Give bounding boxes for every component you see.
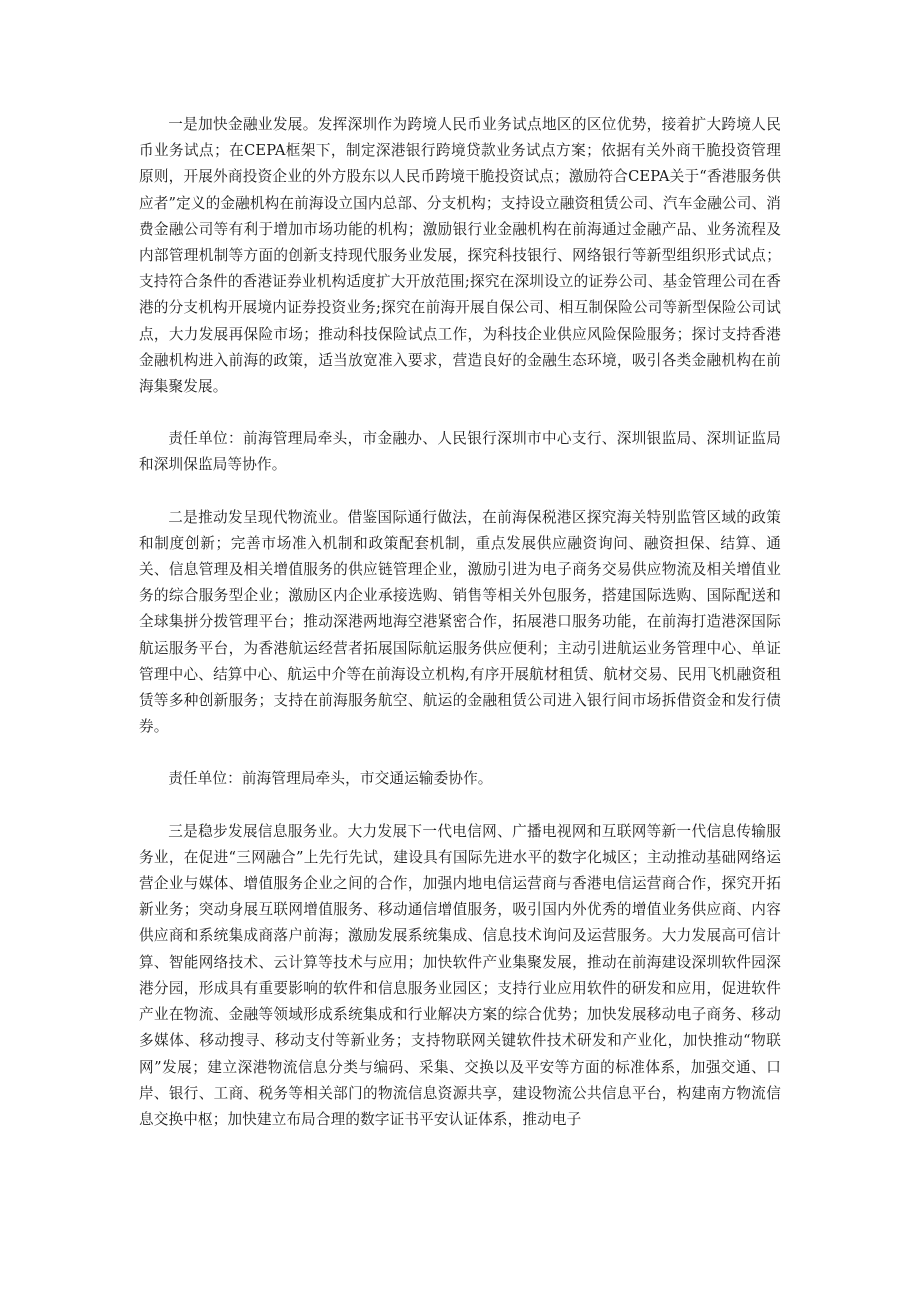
paragraph-spacer bbox=[139, 400, 781, 426]
paragraph-responsibility-logistics: 责任单位：前海管理局牵头，市交通运输委协作。 bbox=[168, 770, 493, 788]
paragraph-spacer bbox=[139, 740, 781, 766]
paragraph-spacer bbox=[139, 793, 781, 819]
document-body bbox=[139, 112, 781, 1133]
paragraph-finance: 一是加快金融业发展。发挥深圳作为跨境人民币业务试点地区的区位优势，接着扩大跨境人民币业务试点；在CEPA框架下，制定深港银行跨境贷款业务试点方案；依据有关外商干脆投资管理原则，开展外商投资企业的外方股东以人民币跨境干脆投资试点；激励符合CEPA关于“香港服务供应者”定义的金融机构在前海设立国内总部、分支机构；支持设立融资租赁公司、汽车金融公司、消费金融公司等有利于增加市场功能的机构；激励银行业金融机构在前海通过金融产品、业务流程及内部管理机制等方面的创新支持现代服务业发展，探究科技银行、网络银行等新型组织形式试点；支持符合条件的香港证券业机构适度扩大开放范围;探究在深圳设立的证券公司、基金管理公司在香港的分支机构开展境内证券投资业务;探究在前海开展自保公司、相互制保险公司等新型保险公司试点，大力发展再保险市场；推动科技保险试点工作，为科技企业供应风险保险服务；探讨支持香港金融机构进入前海的政策，适当放宽准入要求，营造良好的金融生态环境，吸引各类金融机构在前海集聚发展。 bbox=[139, 116, 781, 396]
paragraph-spacer bbox=[139, 479, 781, 505]
paragraph-information-services: 三是稳步发展信息服务业。大力发展下一代电信网、广播电视网和互联网等新一代信息传输服务业，在促进“三网融合”上先行先试，建设具有国际先进水平的数字化城区；主动推动基础网络运营企业与媒体、增值服务企业之间的合作，加强内地电信运营商与香港电信运营商合作，探究开拓新业务；突动身展互联网增值服务、移动通信增值服务，吸引国内外优秀的增值业务供应商、内容供应商和系统集成商落户前海；激励发展系统集成、信息技术询问及运营服务。大力发展高可信计算、智能网络技术、云计算等技术与应用；加快软件产业集聚发展，推动在前海建设深圳软件园深港分园，形成具有重要影响的软件和信息服务业园区；支持行业应用软件的研发和应用，促进软件产业在物流、金融等领域形成系统集成和行业解决方案的综合优势；加快发展移动电子商务、移动多媒体、移动搜寻、移动支付等新业务；支持物联网关键软件技术研发和产业化，加快推动“物联网”发展；建立深港物流信息分类与编码、采集、交换以及平安等方面的标准体系，加强交通、口岸、银行、工商、税务等相关部门的物流信息资源共享，建设物流公共信息平台，构建南方物流信息交换中枢；加快建立布局合理的数字证书平安认证体系，推动电子 bbox=[139, 822, 781, 1128]
paragraph-responsibility-finance: 责任单位：前海管理局牵头，市金融办、人民银行深圳市中心支行、深圳银监局、深圳证监局和深圳保监局等协作。 bbox=[139, 430, 781, 474]
paragraph-logistics: 二是推动发呈现代物流业。借鉴国际通行做法，在前海保税港区探究海关特别监管区域的政策和制度创新；完善市场准入机制和政策配套机制，重点发展供应融资询问、融资担保、结算、通关、信息管理及相关增值服务的供应链管理企业，激励引进为电子商务交易供应物流及相关增值业务的综合服务型企业；激励区内企业承接选购、销售等相关外包服务，搭建国际选购、国际配送和全球集拼分拨管理平台；推动深港两地海空港紧密合作，拓展港口服务功能，在前海打造港深国际航运服务平台，为香港航运经营者拓展国际航运服务供应便利；主动引进航运业务管理中心、单证管理中心、结算中心、航运中介等在前海设立机构,有序开展航材租赁、航材交易、民用飞机融资租赁等多种创新服务；支持在前海服务航空、航运的金融租赁公司进入银行间市场拆借资金和发行债券。 bbox=[139, 508, 781, 736]
